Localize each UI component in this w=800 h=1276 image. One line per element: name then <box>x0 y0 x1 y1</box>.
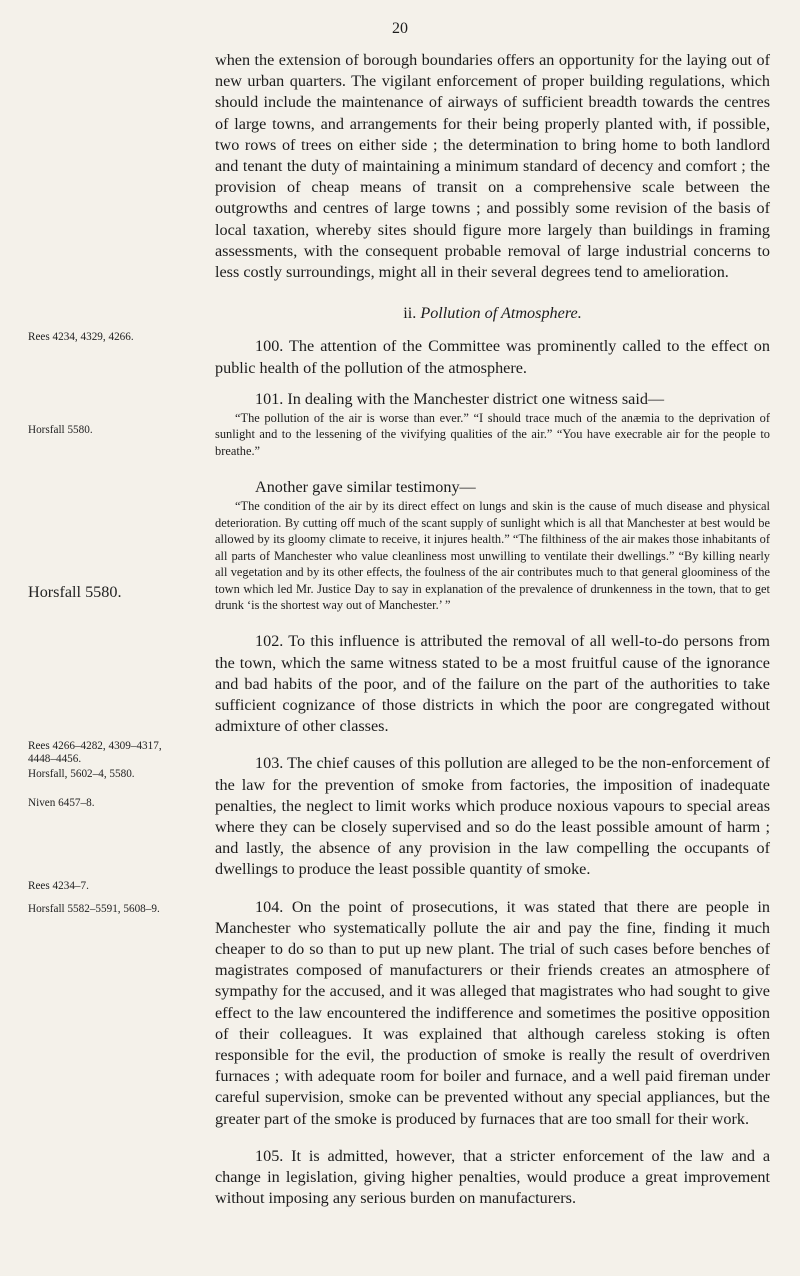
page-number: 20 <box>392 20 408 37</box>
paragraph-101: 101. In dealing with the Manchester district one witness said— <box>255 389 665 408</box>
margin-note-rees-1: Rees 4234, 4329, 4266. <box>28 331 134 343</box>
margin-note-horsfall-1: Horsfall 5580. <box>28 424 93 436</box>
margin-note-horsfall-2: Horsfall 5580. <box>28 583 122 601</box>
another-witness: Another gave similar testimony— <box>255 478 476 497</box>
margin-note-rees-3: Rees 4234–7. <box>28 880 89 892</box>
margin-note-rees-2: Rees 4266–4282, 4309–4317, 4448–4456. <box>28 740 162 766</box>
section-heading <box>215 303 770 324</box>
paragraph-105: 105. It is admitted, however, that a stricter enforcement of the law and a change in legislation, giving higher penalties, would produce a great improvement without imposing any serious burden on manufacturers. <box>215 1146 770 1208</box>
main-text <box>215 50 770 1209</box>
paragraph-104: 104. On the point of prosecutions, it was stated that there are people in Manchester who systematically pollute the air and pay the fine, finding it much cheaper to do so than to put up new plant. The trial of such cases before benches of magistrates composed of manufacturers or their friends creates an atmosphere of sympathy for the accused, and it was alleged that magistrates who had sought to give effect to the law encountered the indifference and sometimes the positive opposition of their colleagues. It was explained that although careless stoking is often responsible for the evil, the production of smoke is really the result of overdriven furnaces ; with adequate room for boiler and furnace, and a well paid fireman under careful supervision, smoke can be prevented without any special appliances, but the greater part of the smoke is produced by furnaces that are too small for their work. <box>215 897 770 1128</box>
section-roman: ii. <box>403 304 417 323</box>
margin-note-horsfall-4: Horsfall 5582–5591, 5608–9. <box>28 903 160 915</box>
quote-1: “The pollution of the air is worse than ever.” “I should trace much of the anæmia to the deprivation of sunlight and to the lessening of the vivifying qualities of the air.” “You have execrable air for the people to breathe.” <box>215 411 770 458</box>
margin-note-horsfall-3: Horsfall, 5602–4, 5580. <box>28 768 135 780</box>
margin-note-niven: Niven 6457–8. <box>28 797 95 809</box>
paragraph-103: 103. The chief causes of this pollution are alleged to be the non-enforcement of the law for the prevention of smoke from factories, the imposition of inadequate penalties, the neglect to limit works which produce noxious vapours to special areas where they can be closely supervised and so do the least possible amount of harm ; and lastly, the absence of any provision in the law compelling the occupants of dwellings to produce the least possible quantity of smoke. <box>215 754 770 879</box>
paragraph-102: 102. To this influence is attributed the removal of all well-to-do persons from the town, which the same witness stated to be a most fruitful cause of the ignorance and bad habits of the poor, and of the failure on the part of the authorities to take sufficient cognizance of those districts in which the poor are congregated without admixture of other classes. <box>215 632 770 736</box>
quote-2: “The condition of the air by its direct effect on lungs and skin is the cause of much disease and physical deterioration. By cutting off much of the scant supply of sunlight which is all that Manchester at best would be allowed by its gloomy climate to receive, it injures health.” “The filthiness of the air makes those inhabitants of all parts of Manchester who value cleanliness most unwilling to ventilate their dwellings.” “By killing nearly all vegetation and by its other effects, the foulness of the air contributes much to that general gloominess of the town which led Mr. Justice Day to say in explanation of the prevalence of drunkenness in the town, that to get drunk ‘is the shortest way out of Manchester.’ ” <box>215 499 770 612</box>
section-title: Pollution of Atmosphere. <box>420 304 582 323</box>
continuation-paragraph: when the extension of borough boundaries offers an opportunity for the laying out of new urban quarters. The vigilant enforcement of proper building regulations, which should include the maintenance of airways of sufficient breadth towards the centres of large towns, and arrangements for their being properly planted with, if possible, two rows of trees on either side ; the determination to bring home to both landlord and tenant the duty of maintaining a minimum standard of decency and comfort ; the provision of cheap means of transit on a comprehensive scale between the outgrowths and centres of large towns ; and possibly some revision of the basis of local taxation, whereby sites should figure more largely than buildings in framing assessments, with the consequent probable removal of large industrial concerns to less costly surroundings, might all in their several degrees tend to amelioration. <box>215 51 770 282</box>
paragraph-100: 100. The attention of the Committee was prominently called to the effect on public health of the pollution of the atmosphere. <box>215 337 770 377</box>
